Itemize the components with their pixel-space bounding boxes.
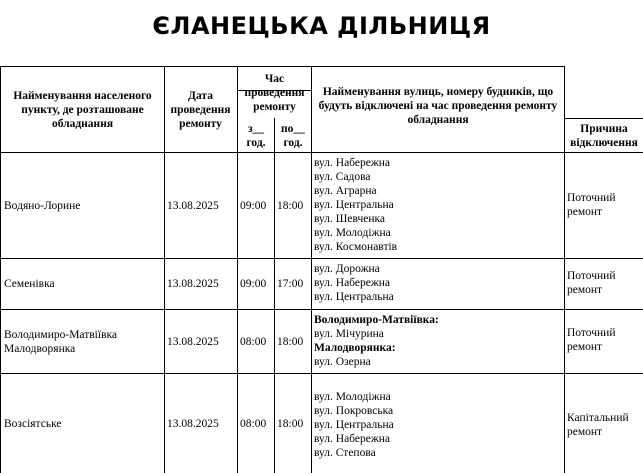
street-item: вул. Центральна xyxy=(314,419,394,431)
table-border-left xyxy=(0,66,1,473)
row3-reason: Поточний ремонт xyxy=(567,327,616,353)
row1-streets xyxy=(314,156,562,254)
street-item: вул. Озерна xyxy=(314,356,371,368)
street-item: вул. Центральна xyxy=(314,199,394,211)
street-item: вул. Мічурина xyxy=(314,328,384,340)
street-item: вул. Набережна xyxy=(314,157,391,169)
outage-table xyxy=(0,66,643,473)
row1-settlement: Водяно-Лорине xyxy=(4,199,81,212)
row4-streets xyxy=(314,390,562,460)
row1-reason: Поточний ремонт xyxy=(567,192,616,218)
header-date: Дата проведення ремонту xyxy=(170,90,231,130)
street-item: вул. Набережна xyxy=(314,433,391,445)
page-title: ЄЛАНЕЦЬКА ДІЛЬНИЦЯ xyxy=(152,12,491,40)
header-time-from: з__ год. xyxy=(246,122,266,149)
street-group-label: Володимиро-Матвіївка: xyxy=(314,314,439,326)
street-item: вул. Покровська xyxy=(314,405,394,417)
header-streets: Найменування вулиць, номеру будинків, що будуть відключені на час проведення ремонту обладнання xyxy=(318,86,558,126)
row4-date: 13.08.2025 xyxy=(167,417,219,430)
street-item: вул. Аграрна xyxy=(314,185,377,197)
row2-streets xyxy=(314,262,562,304)
row2-settlement: Семенівка xyxy=(4,278,55,290)
row2-from: 09:00 xyxy=(240,278,267,290)
row4-settlement: Возсіятське xyxy=(4,417,62,430)
street-item: вул. Молодіжна xyxy=(314,227,391,239)
street-item: вул. Шевченка xyxy=(314,213,386,225)
row4-from: 08:00 xyxy=(240,417,267,430)
row1-date: 13.08.2025 xyxy=(167,199,219,212)
street-item: вул. Дорожна xyxy=(314,263,380,275)
row3-date: 13.08.2025 xyxy=(167,335,219,348)
street-item: вул. Степова xyxy=(314,447,376,459)
row2-to: 17:00 xyxy=(277,278,304,290)
row1-from: 09:00 xyxy=(240,199,267,212)
col-line-time xyxy=(274,118,275,473)
row2-date: 13.08.2025 xyxy=(167,278,219,290)
street-item: вул. Садова xyxy=(314,171,371,183)
header-time-to: по__ год. xyxy=(281,122,305,149)
row3-streets xyxy=(314,313,562,369)
row3-to: 18:00 xyxy=(277,335,304,348)
header-settlement: Найменування населеного пункту, де розташоване обладнання xyxy=(13,90,152,130)
row3-settlement: Володимиро-Матвіївка Малодворянка xyxy=(4,328,118,355)
header-reason: Причина відключення xyxy=(570,122,638,149)
row4-to: 18:00 xyxy=(277,417,304,430)
row3-from: 08:00 xyxy=(240,335,267,348)
street-item: вул. Молодіжна xyxy=(314,391,391,403)
row1-to: 18:00 xyxy=(277,199,304,212)
street-item: вул. Набережна xyxy=(314,277,391,289)
street-group-label: Малодворянка: xyxy=(314,342,396,354)
street-item: вул. Центральна xyxy=(314,291,394,303)
row2-reason: Поточний ремонт xyxy=(567,270,616,296)
table-border-top xyxy=(0,66,564,67)
header-time: Час проведення ремонту xyxy=(244,73,305,113)
row4-reason: Капітальний ремонт xyxy=(567,412,629,438)
street-item: вул. Космонавтів xyxy=(314,241,398,253)
